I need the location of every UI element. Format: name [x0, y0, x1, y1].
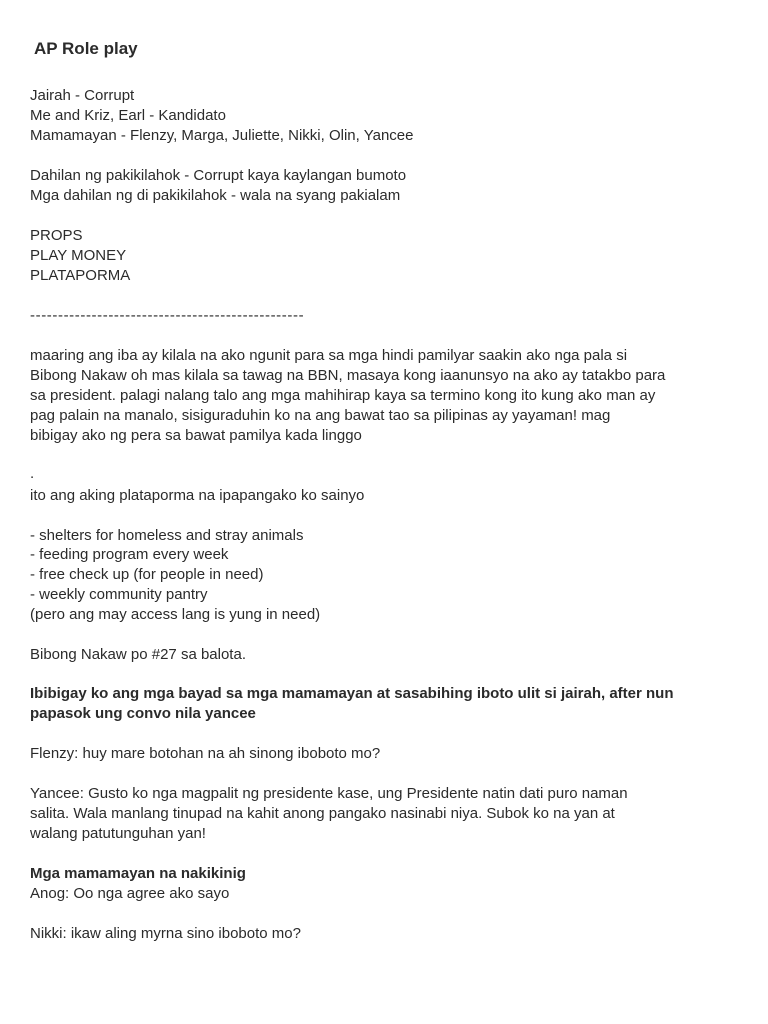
- platform-item: - free check up (for people in need): [30, 566, 264, 583]
- dialogue-nikki: Nikki: ikaw aling myrna sino iboboto mo?: [30, 925, 301, 942]
- ballot-number: Bibong Nakaw po #27 sa balota.: [30, 646, 246, 663]
- role-citizens: Mamamayan - Flenzy, Marga, Juliette, Nikki, Olin, Yancee: [30, 127, 414, 144]
- reason-non-participation: Mga dahilan ng di pakikilahok - wala na syang pakialam: [30, 187, 401, 204]
- props-heading: PROPS: [30, 227, 83, 244]
- dialogue-yancee: walang patutunguhan yan!: [30, 825, 206, 842]
- section-divider: -------------------------------------------------: [30, 307, 305, 324]
- speech-line: pag palain na manalo, sisiguraduhin ko na ang bawat tao sa pilipinas ay yayaman! mag: [30, 407, 611, 424]
- dialogue-anog: Anog: Oo nga agree ako sayo: [30, 885, 230, 902]
- stage-direction: papasok ung convo nila yancee: [30, 705, 256, 722]
- speech-line: sa president. palagi nalang talo ang mga mahihirap kaya sa termino kong ito kung ako man ay: [30, 387, 656, 404]
- role-candidates: Me and Kriz, Earl - Kandidato: [30, 107, 226, 124]
- dialogue-flenzy: Flenzy: huy mare botohan na ah sinong iboboto mo?: [30, 745, 381, 762]
- platform-item: - weekly community pantry: [30, 586, 208, 603]
- role-corrupt: Jairah - Corrupt: [30, 87, 135, 104]
- speech-line: Bibong Nakaw oh mas kilala sa tawag na BBN, masaya kong iaanunsyo na ako ay tatakbo para: [30, 367, 666, 384]
- stray-dot: .: [30, 465, 35, 482]
- listeners-heading: Mga mamamayan na nakikinig: [30, 865, 246, 882]
- reason-participation: Dahilan ng pakikilahok - Corrupt kaya kaylangan bumoto: [30, 167, 407, 184]
- speech-line: bibigay ako ng pera sa bawat pamilya kada linggo: [30, 427, 362, 444]
- platform-item: - feeding program every week: [30, 546, 229, 563]
- props-play-money: PLAY MONEY: [30, 247, 127, 264]
- speech-line: maaring ang iba ay kilala na ako ngunit para sa mga hindi pamilyar saakin ako nga pala si: [30, 347, 628, 364]
- props-plataporma: PLATAPORMA: [30, 267, 131, 284]
- stage-direction: Ibibigay ko ang mga bayad sa mga mamamayan at sasabihing iboto ulit si jairah, after nun: [30, 685, 674, 702]
- dialogue-yancee: Yancee: Gusto ko nga magpalit ng presidente kase, ung Presidente natin dati puro naman: [30, 785, 628, 802]
- platform-intro: ito ang aking plataporma na ipapangako ko sainyo: [30, 487, 365, 504]
- document-title: AP Role play: [34, 39, 138, 58]
- dialogue-yancee: salita. Wala manlang tinupad na kahit anong pangako nasinabi niya. Subok ko na yan at: [30, 805, 615, 822]
- platform-item: - shelters for homeless and stray animals: [30, 527, 304, 544]
- platform-note: (pero ang may access lang is yung in need): [30, 606, 321, 623]
